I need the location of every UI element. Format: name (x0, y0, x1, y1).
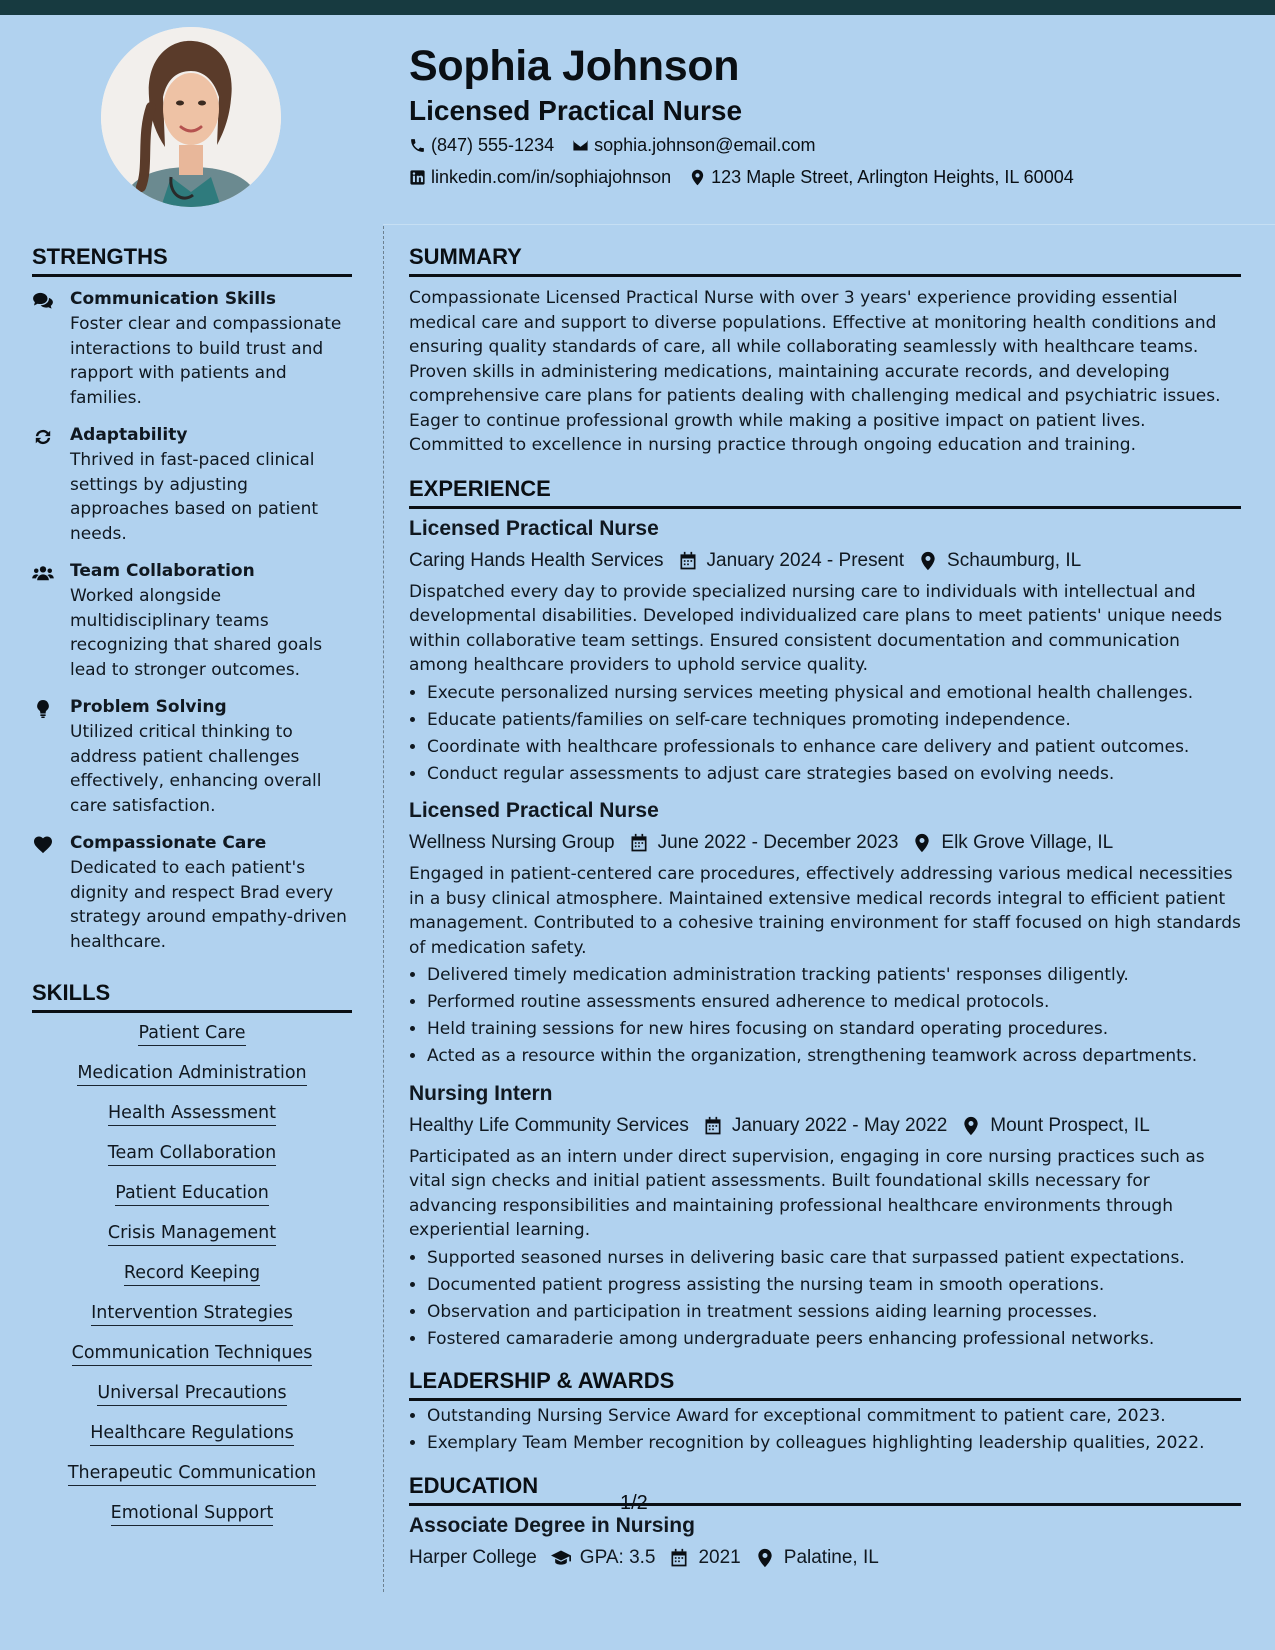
skill-item: Record Keeping (32, 1263, 352, 1286)
degree-name: Associate Degree in Nursing (409, 1513, 695, 1537)
left-column (32, 244, 352, 1543)
job-company: Wellness Nursing Group (409, 832, 615, 853)
leadership-heading: LEADERSHIP & AWARDS (409, 1368, 1241, 1401)
contact-email[interactable] (572, 135, 815, 156)
job-description: Dispatched every day to provide specialized nursing care to individuals with intellectual and developmental disabilities. Developed individualized care plans to meet patients' unique needs within collaborative team settings. Ensured consistent documentation and communication among healthcare providers to uphold service quality. (409, 581, 1223, 675)
list-item: • Supported seasoned nurses in delivering basic care that surpassed patient expectations. (427, 1246, 1241, 1271)
strength-item (32, 425, 352, 546)
users-icon (32, 564, 54, 582)
education-heading: EDUCATION (409, 1473, 1241, 1506)
strength-item (32, 561, 352, 682)
strength-name: Communication Skills (70, 289, 276, 309)
list-item: • Observation and participation in treatment sessions aiding learning processes. (427, 1300, 1241, 1325)
gpa-text: GPA: 3.5 (579, 1546, 656, 1568)
list-item: • Documented patient progress assisting the nursing team in smooth operations. (427, 1273, 1241, 1298)
job-meta (409, 1115, 1241, 1137)
strength-name: Team Collaboration (70, 561, 255, 581)
job-meta (409, 550, 1241, 572)
column-divider (383, 226, 384, 1592)
skills-heading: SKILLS (32, 980, 352, 1013)
candidate-title: Licensed Practical Nurse (409, 95, 743, 126)
skill-item: Team Collaboration (32, 1143, 352, 1166)
map-pin-icon (689, 169, 706, 186)
header-divider (383, 224, 1275, 225)
sync-icon (32, 428, 54, 446)
comments-icon (32, 292, 54, 310)
strength-desc: Thrived in fast-paced clinical settings by adjusting approaches based on patient needs. (70, 450, 319, 544)
candidate-name: Sophia Johnson (409, 42, 740, 90)
job-entry (409, 517, 1241, 787)
map-pin-icon (755, 1548, 775, 1568)
skill-item: Intervention Strategies (32, 1303, 352, 1326)
linkedin-icon (409, 169, 426, 186)
skill-item: Patient Education (32, 1183, 352, 1206)
contact-phone[interactable] (409, 135, 554, 156)
list-item: • Outstanding Nursing Service Award for exceptional commitment to patient care, 2023. (427, 1404, 1241, 1429)
phone-text: (847) 555-1234 (431, 135, 555, 155)
list-item: • Acted as a resource within the organization, strengthening teamwork across departments. (427, 1044, 1241, 1069)
job-company: Healthy Life Community Services (409, 1114, 689, 1136)
skill-item: Medication Administration (32, 1063, 352, 1086)
skill-item: Crisis Management (32, 1223, 352, 1246)
strength-item (32, 697, 352, 818)
job-dates: January 2022 - May 2022 (731, 1114, 948, 1136)
strength-item (32, 289, 352, 410)
graduation-cap-icon (551, 1548, 571, 1568)
job-location: Elk Grove Village, IL (941, 832, 1114, 853)
skill-item: Communication Techniques (32, 1343, 352, 1366)
skill-item: Therapeutic Communication (32, 1463, 352, 1486)
list-item: • Educate patients/families on self-care techniques promoting independence. (427, 708, 1241, 733)
summary-text: Compassionate Licensed Practical Nurse with over 3 years' experience providing essential medical care and support to diverse populations. Effective at monitoring health conditions and ensuring quality standards of care, all while collaborating seamlessly with healthcare teams. Proven skills in administering medications, maintaining accurate records, and developing comprehensive care plans for patients dealing with challenging medical and psychiatric issues. Eager to continue professional growth while making a positive impact on patient lives. Committed to excellence in nursing practice through ongoing education and training. (409, 288, 1221, 455)
job-bullets (409, 1246, 1241, 1352)
list-item: • Fostered camaraderie among undergraduate peers enhancing professional networks. (427, 1327, 1241, 1352)
envelope-icon (572, 137, 589, 154)
skill-item: Emotional Support (32, 1503, 352, 1526)
list-item: • Performed routine assessments ensured adherence to medical protocols. (427, 990, 1241, 1015)
leadership-list (409, 1404, 1241, 1456)
strength-desc: Worked alongside multidisciplinary teams recognizing that shared goals lead to stronger outcomes. (70, 586, 323, 680)
contact-row-2 (409, 167, 1092, 188)
top-accent-bar (0, 0, 1275, 15)
heart-icon (32, 836, 54, 854)
job-role: Licensed Practical Nurse (409, 516, 659, 540)
job-meta (409, 832, 1241, 854)
calendar-icon (669, 1548, 689, 1568)
job-entry (409, 799, 1241, 1069)
list-item: • Conduct regular assessments to adjust care strategies based on evolving needs. (427, 762, 1241, 787)
address-text: 123 Maple Street, Arlington Heights, IL 60004 (711, 167, 1074, 187)
calendar-icon (678, 551, 698, 571)
job-description: Participated as an intern under direct supervision, engaging in core nursing practices such as vital sign checks and initial patient assessments. Built foundational skills necessary for advancing responsibilities and maintaining professional healthcare environments through experiential learning. (409, 1146, 1205, 1240)
skills-list (32, 1023, 352, 1526)
skill-item: Health Assessment (32, 1103, 352, 1126)
job-description: Engaged in patient-centered care procedures, effectively addressing various medical necessities in a busy clinical atmosphere. Maintained extensive medical records integral to efficient patient management. Contributed to a cohesive training environment for staff focused on high standards of medication safety. (409, 864, 1241, 958)
job-location: Mount Prospect, IL (990, 1114, 1150, 1136)
lightbulb-icon (32, 700, 54, 718)
job-role: Nursing Intern (409, 1081, 553, 1105)
job-entry (409, 1082, 1241, 1352)
contact-row-1 (409, 135, 833, 156)
skill-item: Healthcare Regulations (32, 1423, 352, 1446)
strength-name: Adaptability (70, 425, 188, 445)
summary-heading: SUMMARY (409, 244, 1241, 277)
profile-photo (101, 27, 281, 207)
education-entry (409, 1514, 1241, 1569)
school-name: Harper College (409, 1546, 537, 1568)
job-company: Caring Hands Health Services (409, 549, 664, 571)
contact-address (689, 167, 1074, 188)
list-item: • Coordinate with healthcare professionals to enhance care delivery and patient outcomes. (427, 735, 1241, 760)
map-pin-icon (912, 833, 932, 853)
skill-item: Universal Precautions (32, 1383, 352, 1406)
calendar-icon (629, 833, 649, 853)
job-dates: June 2022 - December 2023 (657, 832, 899, 853)
skill-item: Patient Care (32, 1023, 352, 1046)
strength-name: Compassionate Care (70, 833, 267, 853)
list-item: • Exemplary Team Member recognition by colleagues highlighting leadership qualities, 2022. (427, 1431, 1241, 1456)
calendar-icon (703, 1116, 723, 1136)
job-dates: January 2024 - Present (706, 549, 905, 571)
job-bullets (409, 963, 1241, 1069)
strength-item (32, 833, 352, 954)
phone-icon (409, 137, 426, 154)
strength-name: Problem Solving (70, 697, 227, 717)
map-pin-icon (918, 551, 938, 571)
page-number: 1/2 (620, 1492, 648, 1514)
job-role: Licensed Practical Nurse (409, 799, 659, 822)
education-meta (409, 1547, 1241, 1569)
education-location: Palatine, IL (783, 1546, 879, 1568)
list-item: • Held training sessions for new hires focusing on standard operating procedures. (427, 1017, 1241, 1042)
right-column (409, 244, 1241, 1569)
contact-linkedin[interactable] (409, 167, 671, 188)
strengths-heading: STRENGTHS (32, 244, 352, 277)
job-bullets (409, 681, 1241, 787)
strength-desc: Foster clear and compassionate interactions to build trust and rapport with patients and families. (70, 314, 342, 408)
email-text: sophia.johnson@email.com (594, 135, 816, 155)
strength-desc: Dedicated to each patient's dignity and respect Brad every strategy around empathy-driven healthcare. (70, 858, 347, 952)
list-item: • Delivered timely medication administration tracking patients' responses diligently. (427, 963, 1241, 988)
education-year: 2021 (698, 1546, 741, 1568)
linkedin-text: linkedin.com/in/sophiajohnson (431, 167, 672, 187)
job-location: Schaumburg, IL (947, 549, 1082, 571)
experience-heading: EXPERIENCE (409, 476, 1241, 509)
map-pin-icon (961, 1116, 981, 1136)
strength-desc: Utilized critical thinking to address patient challenges effectively, enhancing overall care satisfaction. (70, 722, 322, 816)
list-item: • Execute personalized nursing services meeting physical and emotional health challenges. (427, 681, 1241, 706)
avatar-illustration (101, 27, 281, 207)
